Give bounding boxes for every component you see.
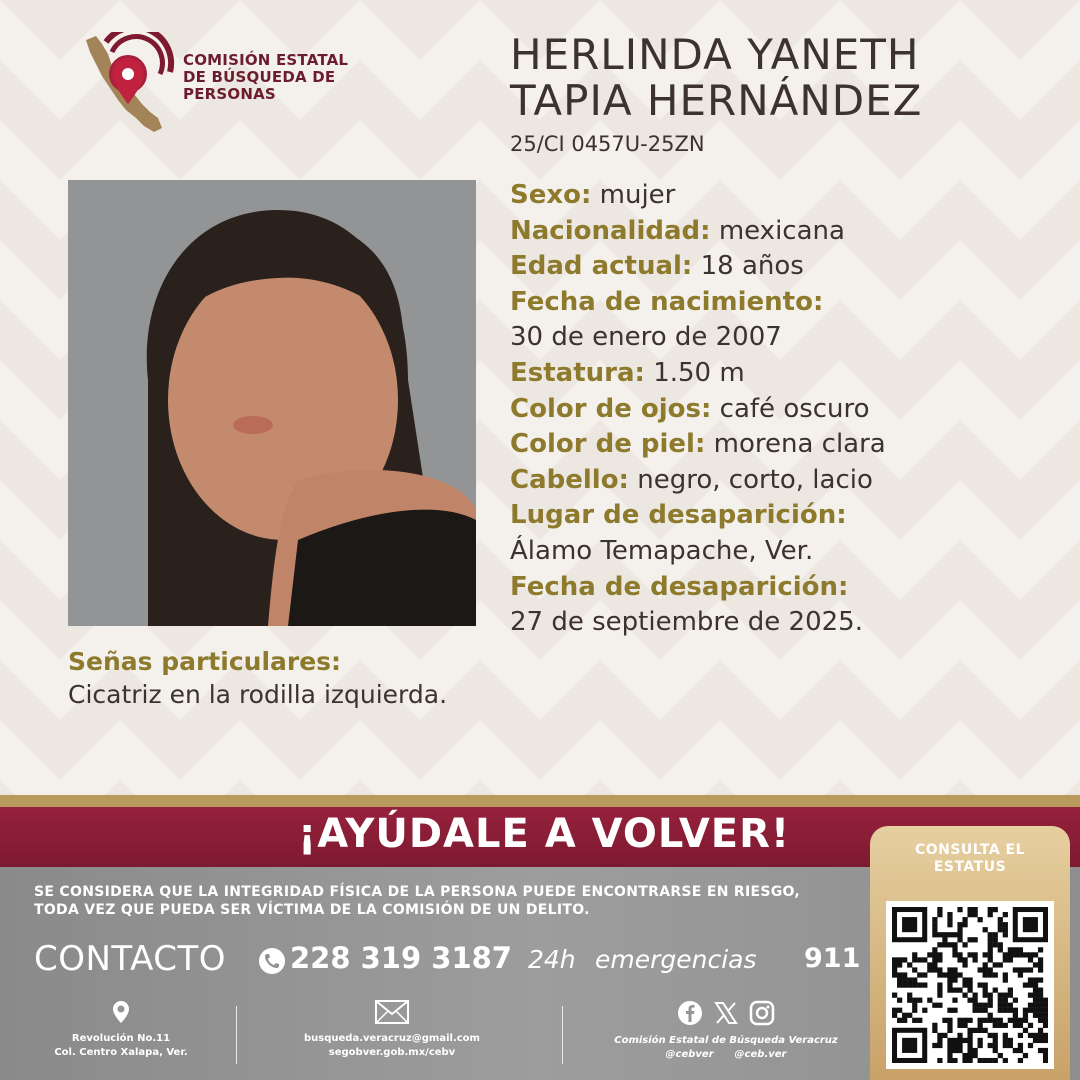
detail-label: Sexo: (510, 180, 592, 210)
footer-address (36, 1000, 206, 1060)
detail-eye-color (510, 392, 1070, 428)
detail-place-value (510, 534, 1070, 570)
detail-skin-color (510, 427, 1070, 463)
detail-birthdate-value (510, 320, 1070, 356)
instagram-icon[interactable] (749, 1000, 775, 1026)
detail-label: Color de piel: (510, 429, 706, 460)
person-photo (68, 180, 476, 626)
detail-birthdate-label (510, 285, 1070, 321)
detail-value: 1.50 m (653, 357, 745, 388)
facebook-icon[interactable] (677, 1000, 703, 1026)
detail-value: morena clara (713, 429, 886, 460)
detail-value: 30 de enero de 2007 (510, 322, 782, 353)
detail-nationality (510, 214, 1070, 250)
person-details (510, 178, 1070, 641)
x-twitter-icon[interactable] (713, 1000, 739, 1026)
mail-icon (375, 1000, 409, 1024)
qr-code-icon (892, 907, 1048, 1063)
status-qr-card[interactable] (870, 826, 1070, 1080)
detail-label: Color de ojos: (510, 393, 712, 424)
detail-label: Fecha de desaparición: (510, 571, 849, 602)
detail-value: negro, corto, lacio (637, 464, 873, 495)
headline: ¡AYÚDALE A VOLVER! (298, 811, 791, 857)
detail-value: mexicana (718, 215, 845, 246)
social-icons (596, 1000, 856, 1026)
distinguishing-marks (68, 646, 508, 712)
veracruz-map-pin-logo-icon (78, 32, 178, 137)
detail-label: Cabello: (510, 464, 629, 495)
emergency-number[interactable]: 911 (804, 943, 861, 974)
contact-hours: 24h (528, 945, 576, 974)
detail-value: Álamo Temapache, Ver. (510, 535, 814, 566)
contact-phone[interactable]: 228 319 3187 (290, 941, 512, 975)
org-name-line: COMISIÓN ESTATAL (183, 51, 349, 69)
detail-label: Lugar de desaparición: (510, 500, 847, 531)
detail-label: Edad actual: (510, 251, 693, 282)
email-link[interactable]: busqueda.veracruz@gmail.com (304, 1033, 480, 1044)
detail-age (510, 249, 1070, 285)
footer-web (292, 1000, 492, 1060)
gold-divider (0, 795, 1080, 807)
footer-divider (562, 1006, 563, 1064)
detail-label: Estatura: (510, 357, 645, 388)
person-name-last: TAPIA HERNÁNDEZ (510, 76, 923, 125)
detail-place-label (510, 498, 1070, 534)
qr-title-line: ESTATUS (933, 859, 1007, 875)
detail-value: café oscuro (719, 393, 870, 424)
phone-icon (258, 947, 286, 975)
org-name (183, 52, 348, 103)
risk-warning-line: SE CONSIDERA QUE LA INTEGRIDAD FÍSICA DE LA PERSONA PUEDE ENCONTRARSE EN RIESGO, (34, 884, 801, 900)
detail-label: Fecha de nacimiento: (510, 286, 824, 317)
footer-divider (236, 1006, 237, 1064)
contact-row (34, 937, 864, 987)
address-line: Col. Centro Xalapa, Ver. (54, 1047, 188, 1058)
org-logo (78, 32, 368, 137)
qr-title (870, 842, 1070, 876)
detail-label: Nacionalidad: (510, 215, 711, 246)
location-pin-icon (111, 1000, 131, 1024)
detail-value: 27 de septiembre de 2025. (510, 607, 863, 638)
detail-hair (510, 463, 1070, 499)
risk-warning-line: TODA VEZ QUE PUEDA SER VÍCTIMA DE LA COMISIÓN DE UN DELITO. (34, 902, 590, 918)
org-name-line: PERSONAS (183, 85, 276, 103)
detail-date-label (510, 570, 1070, 606)
emergency-label: emergencias (595, 945, 757, 974)
detail-height (510, 356, 1070, 392)
detail-date-value (510, 605, 1070, 641)
detail-sex (510, 178, 1070, 214)
qr-title-line: CONSULTA EL (914, 842, 1026, 858)
social-handles[interactable]: @cebver @ceb.ver (665, 1049, 787, 1060)
social-org-name: Comisión Estatal de Búsqueda Veracruz (614, 1035, 838, 1046)
detail-value: mujer (599, 180, 676, 210)
org-name-line: DE BÚSQUEDA DE (183, 68, 336, 86)
case-id: 25/CI 0457U-25ZN (510, 132, 705, 156)
person-name-block (510, 32, 1070, 156)
footer-social (596, 1000, 856, 1062)
website-link[interactable]: segobver.gob.mx/cebv (328, 1047, 456, 1058)
contact-label: CONTACTO (34, 939, 226, 979)
distinguishing-marks-value: Cicatriz en la rodilla izquierda. (68, 680, 448, 709)
qr-code[interactable] (886, 901, 1054, 1069)
detail-value: 18 años (700, 251, 804, 282)
address-line: Revolución No.11 (71, 1033, 171, 1044)
risk-warning (34, 883, 864, 919)
person-name-first: HERLINDA YANETH (510, 30, 920, 79)
distinguishing-marks-label: Señas particulares: (68, 647, 342, 676)
